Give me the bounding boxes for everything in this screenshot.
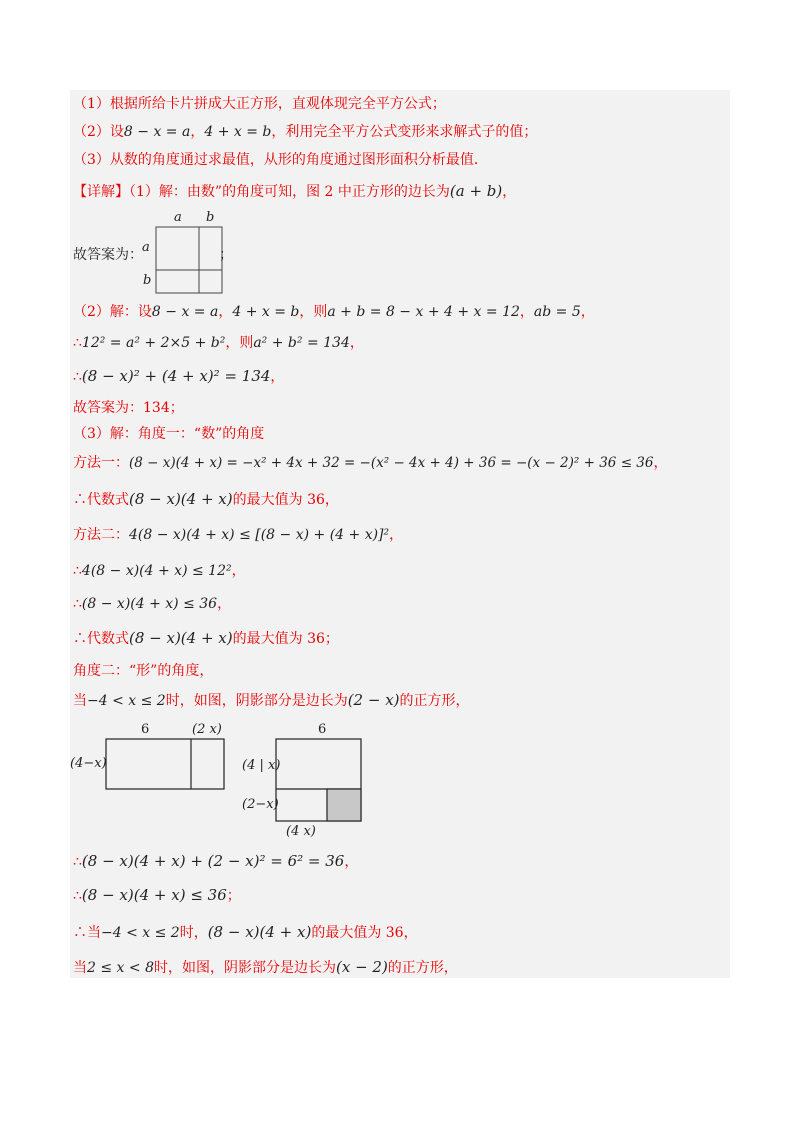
line-7: ∴12² = a² + 2×5 + b²，则a² + b² = 134， — [73, 335, 364, 351]
label-top-6: 6 — [141, 722, 150, 737]
line-16: ∴代数式(8 − x)(4 + x)的最大值为 36； — [73, 629, 339, 647]
label-bottom: (4 x) — [286, 824, 316, 839]
line-5-end: ； — [219, 247, 233, 263]
line-10: （3）解：角度一：“数”的角度 — [73, 426, 265, 442]
label-left: (4−x) — [70, 756, 107, 771]
line-22: 当2 ≤ x < 8时，如图，阴影部分是边长为(x − 2)的正方形， — [73, 958, 458, 976]
line-21: ∴当−4 < x ≤ 2时，(8 − x)(4 + x)的最大值为 36， — [73, 923, 418, 941]
figure-square-ab-svg — [140, 210, 230, 295]
line-5: 故答案为： — [73, 247, 143, 263]
label-left-bottom: (2−x) — [242, 797, 279, 812]
line-1: （1）根据所给卡片拼成大正方形，直观体现完全平方公式； — [73, 96, 446, 112]
figure-square-ab — [140, 210, 230, 295]
label-top-6: 6 — [318, 722, 327, 737]
line-2: （2）设8 − x = a，4 + x = b，利用完全平方公式变形来求解式子的值； — [73, 124, 538, 140]
label-top-b: b — [206, 210, 215, 225]
line-9: 故答案为：134； — [73, 400, 184, 416]
line-19: ∴(8 − x)(4 + x) + (2 − x)² = 6² = 36， — [73, 852, 359, 870]
label-left-a: a — [142, 240, 150, 255]
line-11: 方法一：(8 − x)(4 + x) = −x² + 4x + 32 = −(x² − 4x + 4) + 36 = −(x − 2)² + 36 ≤ 36， — [73, 455, 668, 471]
label-top-right: (2 x) — [192, 722, 222, 737]
label-left-b: b — [143, 273, 152, 288]
shaded-square — [327, 789, 361, 821]
line-12: ∴代数式(8 − x)(4 + x)的最大值为 36， — [73, 490, 339, 508]
line-15: ∴(8 − x)(4 + x) ≤ 36， — [73, 596, 232, 612]
line-20: ∴(8 − x)(4 + x) ≤ 36； — [73, 886, 241, 904]
line-3: （3）从数的角度通过求最值，从形的角度通过图形面积分析最值． — [73, 152, 488, 168]
outer-rectangle — [106, 739, 224, 789]
outer-square — [156, 227, 222, 293]
label-top-a: a — [174, 210, 182, 225]
line-18: 当−4 < x ≤ 2时，如图，阴影部分是边长为(2 − x)的正方形， — [73, 691, 470, 709]
line-14: ∴4(8 − x)(4 + x) ≤ 12²， — [73, 563, 246, 579]
line-13: 方法二：4(8 − x)(4 + x) ≤ [(8 − x) + (4 + x)]²， — [73, 527, 404, 543]
line-8: ∴(8 − x)² + (4 + x)² = 134， — [73, 367, 285, 385]
line-4: 【详解】（1）解：由数”的角度可知，图 2 中正方形的边长为(a + b)， — [73, 182, 517, 200]
figure-rect-left — [70, 720, 230, 795]
line-6: （2）解：设8 − x = a，4 + x = b，则a + b = 8 − x + 4 + x = 12，ab = 5， — [73, 304, 595, 320]
line-17: 角度二：“形”的角度， — [73, 663, 214, 679]
figure-rect-right — [240, 720, 370, 845]
label-left-top: (4 | x) — [242, 758, 281, 773]
